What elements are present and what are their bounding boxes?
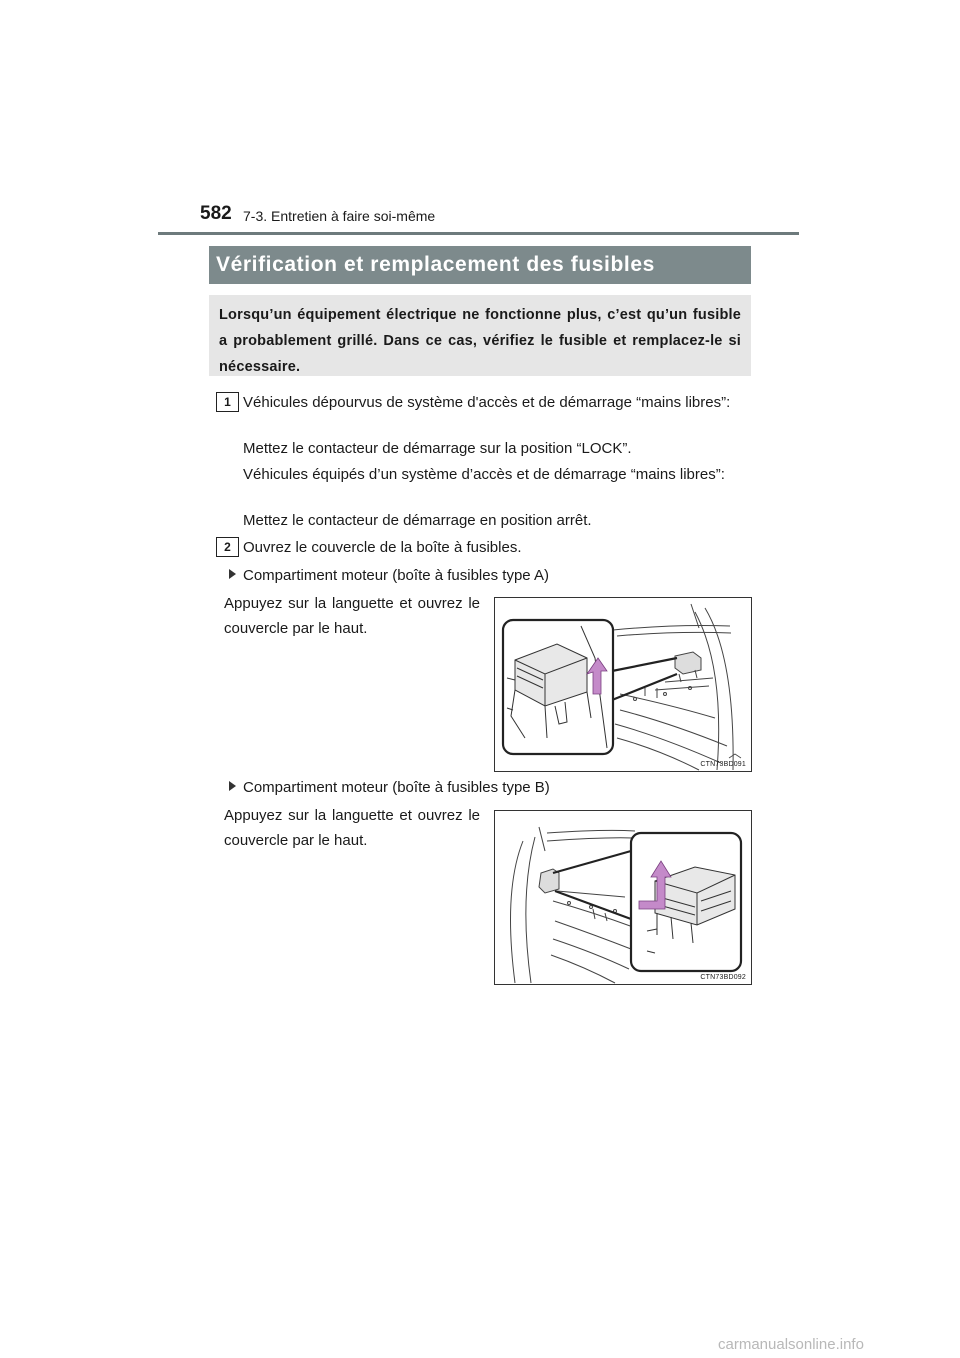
triangle-bullet-icon <box>229 569 236 579</box>
step-1-condition-1: Véhicules dépourvus de système d'accès et de démarrage “mains libres”: <box>243 394 731 411</box>
step-1-action-2: Mettez le contacteur de démarrage en position arrêt. <box>243 512 592 529</box>
step-2-text: Ouvrez le couvercle de la boîte à fusibles. <box>243 539 522 556</box>
figure-code: CTN73BD091 <box>700 761 746 768</box>
fusebox-b-caption: Appuyez sur la languette et ouvrez le couvercle par le haut. <box>224 807 480 849</box>
page-number: 582 <box>200 203 232 224</box>
header-rule <box>158 232 799 235</box>
triangle-bullet-icon <box>229 781 236 791</box>
chapter-title: 7-3. Entretien à faire soi-même <box>243 208 436 224</box>
fusebox-b-figure <box>494 810 752 985</box>
fusebox-a-illustration <box>495 598 751 771</box>
fusebox-b-heading <box>229 778 550 798</box>
fusebox-a-figure <box>494 597 752 772</box>
intro-box: Lorsqu’un équipement électrique ne fonctionne plus, c’est qu’un fusible a probablement grillé. Dans ce cas, vérifiez le fusible et remplacez-le si nécessaire. <box>209 295 751 376</box>
step-1-condition-2: Véhicules équipés d’un système d’accès et de démarrage “mains libres”: <box>243 466 725 483</box>
fusebox-a-caption: Appuyez sur la languette et ouvrez le couvercle par le haut. <box>224 595 480 637</box>
fusebox-b-illustration <box>495 811 751 984</box>
figure-code: CTN73BD092 <box>700 974 746 981</box>
step-2-badge: 2 <box>216 537 239 557</box>
step-1-badge: 1 <box>216 392 239 412</box>
fusebox-a-heading-text: Compartiment moteur (boîte à fusibles type A) <box>243 567 549 584</box>
watermark: carmanualsonline.info <box>718 1336 864 1353</box>
fusebox-a-heading <box>229 566 549 586</box>
step-1-action-1: Mettez le contacteur de démarrage sur la position “LOCK”. <box>243 440 632 457</box>
fusebox-b-heading-text: Compartiment moteur (boîte à fusibles type B) <box>243 779 550 796</box>
section-title: Vérification et remplacement des fusibles <box>209 246 751 284</box>
